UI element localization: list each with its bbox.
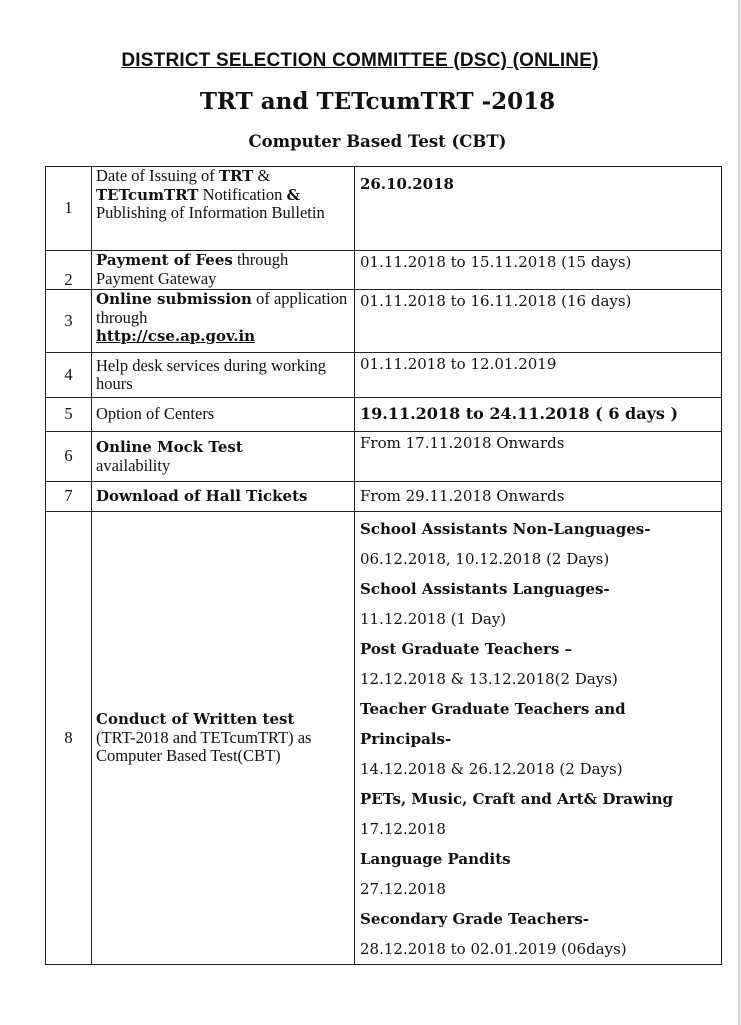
item-text: &: [253, 166, 271, 185]
date-text: From 29.11.2018 Onwards: [360, 487, 565, 506]
row-number: 3: [46, 290, 92, 353]
row-date: [355, 251, 722, 290]
row-date: [355, 482, 722, 512]
schedule-table: [45, 166, 722, 965]
row-date: [355, 512, 722, 965]
row-date: [355, 432, 722, 482]
item-text: Notification: [198, 184, 287, 204]
item-text-bold: Conduct of Written test: [96, 710, 295, 729]
test-category: School Assistants Non-Languages-: [360, 520, 651, 538]
table-row: [46, 482, 722, 512]
test-dates: 17.12.2018: [360, 820, 446, 838]
written-test-schedule: [360, 512, 717, 964]
test-dates: 27.12.2018: [360, 880, 446, 898]
test-category: Secondary Grade Teachers-: [360, 910, 590, 928]
table-row: [46, 290, 722, 353]
row-number: 6: [46, 432, 92, 482]
item-text-bold: Payment of Fees: [96, 251, 233, 269]
exam-title: TRT and TETcumTRT -2018: [199, 88, 556, 115]
exam-subtitle: Computer Based Test (CBT): [248, 132, 507, 151]
row-date: [355, 290, 722, 353]
row-item: [92, 290, 355, 353]
date-text: 01.11.2018 to 12.01.2019: [360, 355, 557, 373]
date-text: 19.11.2018 to 24.11.2018 ( 6 days ): [360, 404, 679, 424]
date-text: 01.11.2018 to 16.11.2018 (16 days): [360, 292, 632, 310]
test-category: Teacher Graduate Teachers and Principals-: [360, 700, 626, 748]
row-date: [355, 167, 722, 251]
test-dates: 12.12.2018 & 13.12.2018(2 Days): [360, 670, 618, 688]
row-item: [92, 251, 355, 290]
row-item: Option of Centers: [92, 398, 355, 432]
test-category: PETs, Music, Craft and Art& Drawing: [360, 790, 673, 808]
committee-heading: DISTRICT SELECTION COMMITTEE (DSC) (ONLINE): [121, 50, 599, 71]
item-text-bold: &: [286, 185, 301, 204]
table-row: [46, 512, 722, 965]
item-text: availability: [96, 455, 171, 475]
row-date: [355, 398, 722, 432]
item-text: of application through: [96, 289, 348, 327]
test-dates: 28.12.2018 to 02.01.2019 (06days): [360, 940, 627, 958]
item-text: Publishing of Information Bulletin: [96, 203, 325, 222]
test-dates: 14.12.2018 & 26.12.2018 (2 Days): [360, 760, 623, 778]
row-date: [355, 353, 722, 398]
date-text: 26.10.2018: [360, 175, 454, 193]
row-item: [92, 482, 355, 512]
row-number: 5: [46, 398, 92, 432]
table-row: [46, 167, 722, 251]
row-number: 2: [46, 251, 92, 290]
row-number: 7: [46, 482, 92, 512]
row-number: 8: [46, 512, 92, 965]
table-row: [46, 251, 722, 290]
item-text-bold: TRT: [218, 167, 254, 185]
row-number: 4: [46, 353, 92, 398]
item-text-bold: Online Mock Test: [96, 438, 243, 456]
row-item: [92, 432, 355, 482]
table-row: [46, 432, 722, 482]
test-dates: 06.12.2018, 10.12.2018 (2 Days): [360, 550, 610, 568]
item-text-bold: TETcumTRT: [96, 185, 199, 204]
item-text: through Payment Gateway: [96, 250, 289, 288]
test-category: Language Pandits: [360, 850, 511, 868]
item-text: (TRT-2018 and TETcumTRT) as Computer Based Test(CBT): [96, 727, 312, 766]
row-item: Help desk services during working hours: [92, 353, 355, 398]
item-text-bold: Online submission: [96, 290, 252, 308]
application-link[interactable]: http://cse.ap.gov.in: [96, 327, 256, 345]
table-row: [46, 353, 722, 398]
row-number: 1: [46, 167, 92, 251]
test-dates: 11.12.2018 (1 Day): [360, 610, 507, 628]
test-category: Post Graduate Teachers –: [360, 640, 573, 658]
date-text: From 17.11.2018 Onwards: [360, 434, 565, 452]
table-row: [46, 398, 722, 432]
item-text-bold: Download of Hall Tickets: [96, 487, 308, 506]
row-item: [92, 512, 355, 965]
test-category: School Assistants Languages-: [360, 580, 610, 598]
date-text: 01.11.2018 to 15.11.2018 (15 days): [360, 253, 632, 271]
item-text: Date of Issuing of: [96, 166, 219, 185]
row-item: [92, 167, 355, 251]
